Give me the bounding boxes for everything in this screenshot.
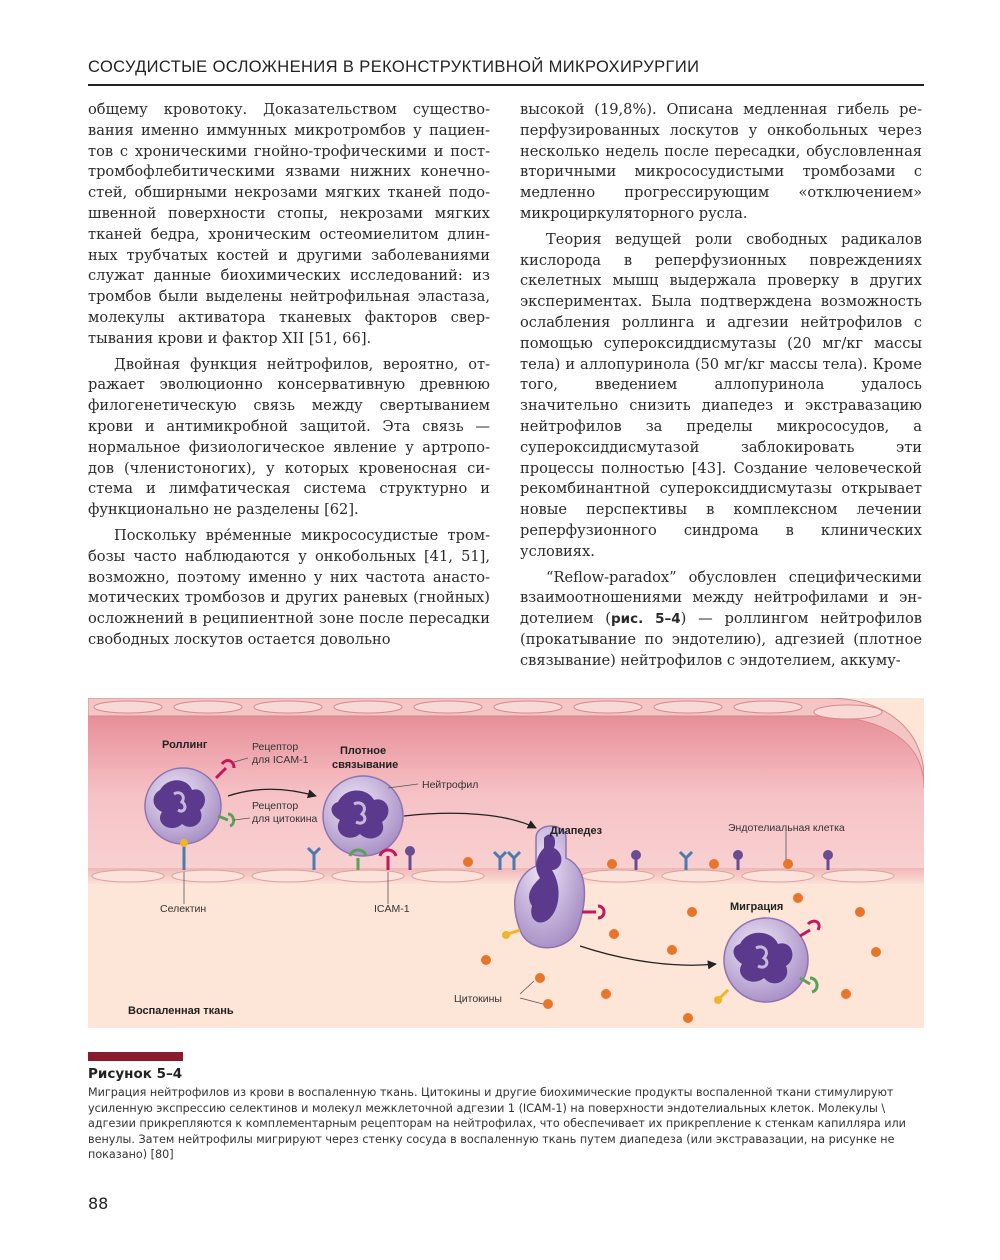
label-inflamed-tissue: Воспаленная ткань xyxy=(128,1005,234,1017)
label-rolling: Роллинг xyxy=(162,739,208,751)
left-paragraph-1: общему кровотоку. Доказательством существования именно иммунных микротромбов у пациентов с хроническими гнойно-трофическими и посттромбофлебитическими язвами нижних конечностей, обширными некрозами мягких тканей подошвенной поверхности стопы, некрозами мягких тканей бедра, хроническим остеомиелитом длинных трубчатых костей и другими заболеваниями служат данные биохимических исследований: из тромбов были выделены нейтрофильная эластаза, молекулы активатора тканевых факторов свертывания крови и фактор XII [51, 66]. xyxy=(88,101,490,347)
caption-text: Миграция нейтрофилов из крови в воспаленную ткань. Цитокины и другие биохимические продукты воспаленной ткани стимулируют усиленную экспрессию селектинов и молекул межклеточной адгезии 1 (ICAM-1) на поверхности эндотелиальных клеток. Молекулы \ адгезии прикрепляются к комплементарным рецепторам на нейтрофилах, что обеспечивает их прикрепление к стенкам капилляра или венулы. Затем нейтрофилы мигрируют через стенку сосуда в воспаленную ткань путем диапедеза (или экстравазации, на рисунке не показано) [80] xyxy=(88,1086,906,1162)
label-icam-receptor-1: Рецептор xyxy=(252,741,299,753)
running-header: СОСУДИСТЫЕ ОСЛОЖНЕНИЯ В РЕКОНСТРУКТИВНОЙ МИКРОХИРУРГИИ xyxy=(88,58,700,76)
label-cytokines: Цитокины xyxy=(454,993,502,1005)
page-number: 88 xyxy=(88,1194,109,1213)
label-diapedesis: Диапедез xyxy=(550,825,603,837)
left-paragraph-2: Двойная функция нейтрофилов, вероятно, отражает эволюционно консервативную древнюю филогенетическую связь между свертыванием крови и антимикробной защитой. Эта связь — нормальное физиологическое явление у артроподов (членистоногих), у которых кровеносная система и лимфатическая система структурно и функционально не разделены [62]. xyxy=(88,355,490,519)
bottom-endothelium xyxy=(88,868,924,884)
caption-accent-bar xyxy=(88,1052,183,1061)
right-column xyxy=(520,100,922,677)
right-paragraph-1: высокой (19,8%). Описана медленная гибель реперфузированных лоскутов у онкобольных через несколько недель после пересадки, обусловленная вторичными микрососудистыми тромбозами с медленно прогрессирующим «отключением» микроциркуляторного русла. xyxy=(520,101,922,222)
label-endothelial-cell: Эндотелиальная клетка xyxy=(728,822,845,834)
label-selectin: Селектин xyxy=(160,903,207,915)
label-cytokine-receptor-1: Рецептор xyxy=(252,800,299,812)
header-rule xyxy=(88,84,924,86)
label-tight-binding-2: связывание xyxy=(332,759,399,771)
caption-title: Рисунок 5–4 xyxy=(88,1066,183,1082)
neutrophil-migration-figure xyxy=(88,698,924,1028)
label-icam-receptor-2: для ICAM-1 xyxy=(252,754,309,766)
p3-start: “Reflow-paradox” обусловлен специфическими взаимоотношениями между нейтрофилами и эндотелием ( xyxy=(520,568,922,628)
right-paragraph-3 xyxy=(520,568,922,672)
label-migration: Миграция xyxy=(730,901,784,913)
label-tight-binding-1: Плотное xyxy=(340,745,387,757)
figure-reference-link[interactable]: рис. 5–4 xyxy=(610,611,681,628)
p3-end: ) — роллингом нейтрофилов (прокатывание по эндотелию), адгезией (плотное связывание) нейтрофилов с эндотелием, аккуму- xyxy=(520,610,922,669)
left-column xyxy=(88,100,490,656)
right-paragraph-2: Теория ведущей роли свободных радикалов кислорода в реперфузионных повреждениях скелетных мышц выдержала проверку в других экспериментах. Была подтверждена возможность ослабления роллинга и адгезии нейтрофилов с помощью супероксиддисмутазы (20 мг/кг массы тела) и аллопуринола (50 мг/кг массы тела). Кроме того, введением аллопуринола удалось значительно снизить диапедез и экстравазацию нейтрофилов за пределы микрососудов, а супероксиддисмутазой заблокировать эти процессы полностью [43]. Создание человеческой рекомбинантной супероксиддисмутазы открывает новые перспективы в комплексном лечении реперфузионного синдрома в клинических условиях. xyxy=(520,230,922,560)
neutrophil-migration xyxy=(724,918,808,1002)
label-cytokine-receptor-2: для цитокина xyxy=(252,813,318,825)
left-paragraph-3: Поскольку вре́менные микрососудистые тромбозы часто наблюдаются у онкобольных [41, 51], возможно, поэтому именно у них частота анастомотических тромбозов и других раневых (гнойных) осложнений в реципиентной зоне после пересадки свободных лоскутов остается довольно xyxy=(88,526,490,648)
figure-svg xyxy=(88,698,924,1028)
label-icam1: ICAM-1 xyxy=(374,903,410,915)
neutrophil-rolling xyxy=(145,768,221,844)
label-neutrophil: Нейтрофил xyxy=(422,779,479,791)
